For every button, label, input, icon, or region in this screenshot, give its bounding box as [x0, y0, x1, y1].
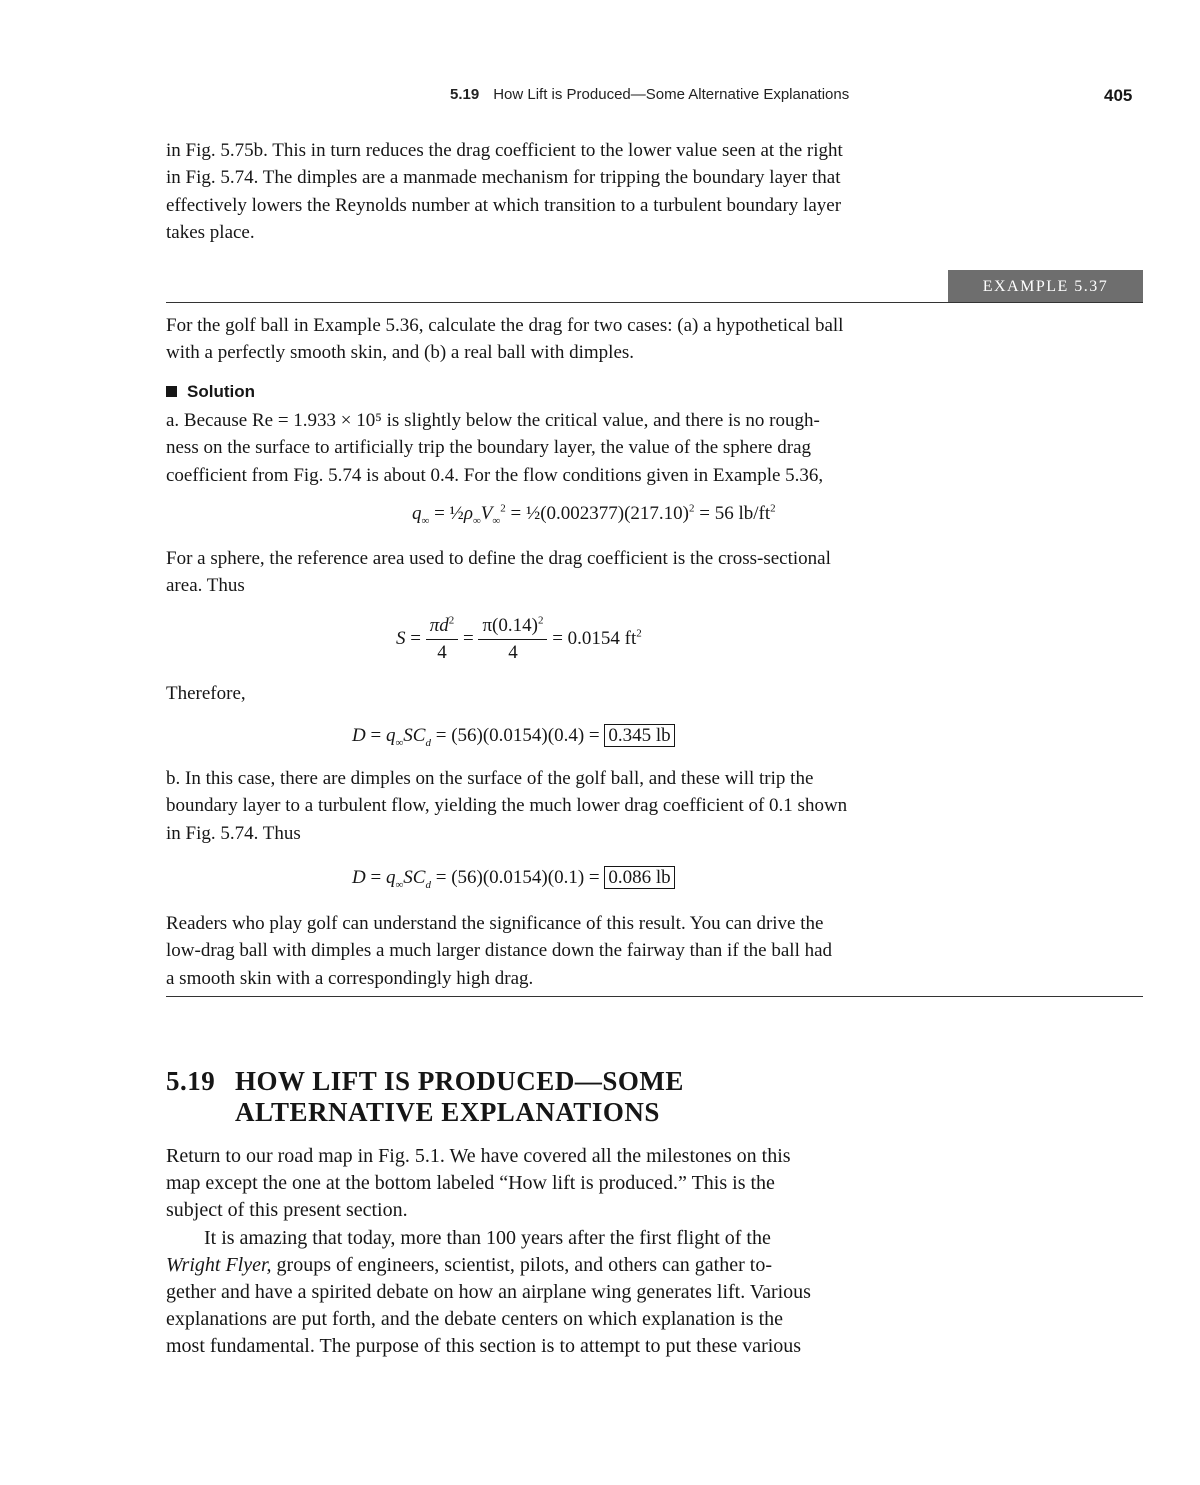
eq-s-denominator: 4: [508, 642, 518, 663]
text-line: For a sphere, the reference area used to define the drag coefficient is the cross-sectional: [166, 548, 831, 569]
text-line: in Fig. 5.75b. This in turn reduces the drag coefficient to the lower value seen at the right: [166, 140, 843, 161]
page-number: 405: [1104, 86, 1133, 105]
section-body: [166, 1143, 924, 1361]
running-header: [450, 86, 849, 103]
text-line: map except the one at the bottom labeled “How lift is produced.” This is the: [166, 1172, 775, 1195]
text-line: b. In this case, there are dimples on the surface of the golf ball, and these will trip the: [166, 768, 814, 789]
text-line: in Fig. 5.74. Thus: [166, 822, 301, 844]
text-line: in Fig. 5.74. The dimples are a manmade mechanism for tripping the boundary layer that: [166, 167, 841, 189]
part-b-text: [166, 765, 924, 847]
text-line: For the golf ball in Example 5.36, calculate the drag for two cases: (a) a hypothetical ball: [166, 315, 844, 336]
example-bottom-rule: [166, 996, 1143, 997]
text-line: Readers who play golf can understand the significance of this result. You can drive the: [166, 913, 824, 934]
text-line: takes place.: [166, 221, 255, 243]
area-text: [166, 545, 924, 600]
text-line: Return to our road map in Fig. 5.1. We have covered all the milestones on this: [166, 1145, 791, 1167]
text-line: area. Thus: [166, 575, 245, 597]
fraction: $\frac{\pi d^2}{4}$: [426, 613, 459, 666]
header-section-number: 5.19: [450, 86, 480, 103]
text-line: gether and have a spirited debate on how an airplane wing generates lift. Various: [166, 1281, 811, 1304]
example-problem: [166, 312, 924, 367]
text-line: [166, 1252, 924, 1279]
eq-da-expression: = (56)(0.0154)(0.4) =: [435, 725, 600, 746]
dynamic-pressure-equation: $q_\infty$ = $\frac{1}{2}\rho_\infty V_\infty^2$ = $\frac{1}{2}(0.002377)(217.10)^2 = 56$ $lb/ft^2$: [412, 502, 776, 527]
section-title: [166, 1066, 684, 1128]
text-line: explanations are put forth, and the debate centers on which explanation is the: [166, 1308, 784, 1331]
drag-equation-b: $D = q_\infty SC_d = (56)(0.0154)(0.1) = 0.086$ lb: [352, 867, 675, 889]
section-title-line2: ALTERNATIVE EXPLANATIONS: [235, 1097, 660, 1127]
solution-label: Solution: [187, 382, 255, 401]
text-line: low-drag ball with dimples a much larger distance down the fairway than if the ball had: [166, 940, 833, 962]
answer-box-b: 0.086 lb: [604, 866, 674, 889]
eq-s-numerator: π(0.14): [482, 615, 538, 636]
text-line: effectively lowers the Reynolds number at which transition to a turbulent boundary layer: [166, 194, 842, 216]
section-number: 5.19: [166, 1066, 216, 1096]
text-line: It is amazing that today, more than 100 years after the first flight of the: [204, 1226, 771, 1249]
section-title-line1: HOW LIFT IS PRODUCED—SOME: [235, 1066, 684, 1096]
area-equation: S = $\frac{\pi d^2}{4}$ = $\frac{\pi(0.14)^2}{4}$ = 0.0154 $ft^2$: [396, 613, 642, 666]
text-line: ness on the surface to artificially trip the boundary layer, the value of the sphere drag: [166, 437, 811, 459]
text-line: subject of this present section.: [166, 1199, 408, 1222]
text-line: coefficient from Fig. 5.74 is about 0.4. For the flow conditions given in Example 5.36,: [166, 464, 824, 486]
text-line: boundary layer to a turbulent flow, yielding the much lower drag coefficient of 0.1 shown: [166, 795, 848, 817]
text-line: most fundamental. The purpose of this section is to attempt to put these various: [166, 1335, 802, 1358]
eq-q-values: (0.002377)(217.10): [540, 503, 690, 524]
example-label: EXAMPLE 5.37: [948, 270, 1143, 303]
text-line: a smooth skin with a correspondingly high drag.: [166, 967, 534, 989]
text-line: with a perfectly smooth skin, and (b) a real ball with dimples.: [166, 342, 635, 364]
intro-paragraph: [166, 137, 924, 246]
eq-q-result: = 56 lb/ft: [699, 503, 771, 524]
text-line: a. Because Re = 1.933 × 10⁵ is slightly below the critical value, and there is no rough-: [166, 410, 820, 431]
eq-s-result: = 0.0154 ft: [552, 627, 637, 649]
text-fragment: groups of engineers, scientist, pilots, and others can gather to-: [271, 1253, 772, 1276]
part-a-text: [166, 407, 924, 489]
square-bullet-icon: [166, 386, 177, 397]
example-top-rule: [166, 302, 1143, 303]
eq-db-expression: = (56)(0.0154)(0.1) =: [435, 867, 600, 888]
therefore-text: Therefore,: [166, 683, 246, 704]
italic-title: Wright Flyer,: [166, 1253, 272, 1276]
header-section-title: How Lift is Produced—Some Alternative Explanations: [493, 86, 850, 103]
drag-equation-a: $D = q_\infty SC_d = (56)(0.0154)(0.4) = 0.345$ lb: [352, 725, 675, 747]
answer-box-a: 0.345 lb: [604, 724, 674, 747]
conclusion-text: [166, 910, 924, 992]
fraction: $\frac{\pi(0.14)^2}{4}$: [478, 613, 547, 666]
solution-heading: [166, 382, 255, 402]
